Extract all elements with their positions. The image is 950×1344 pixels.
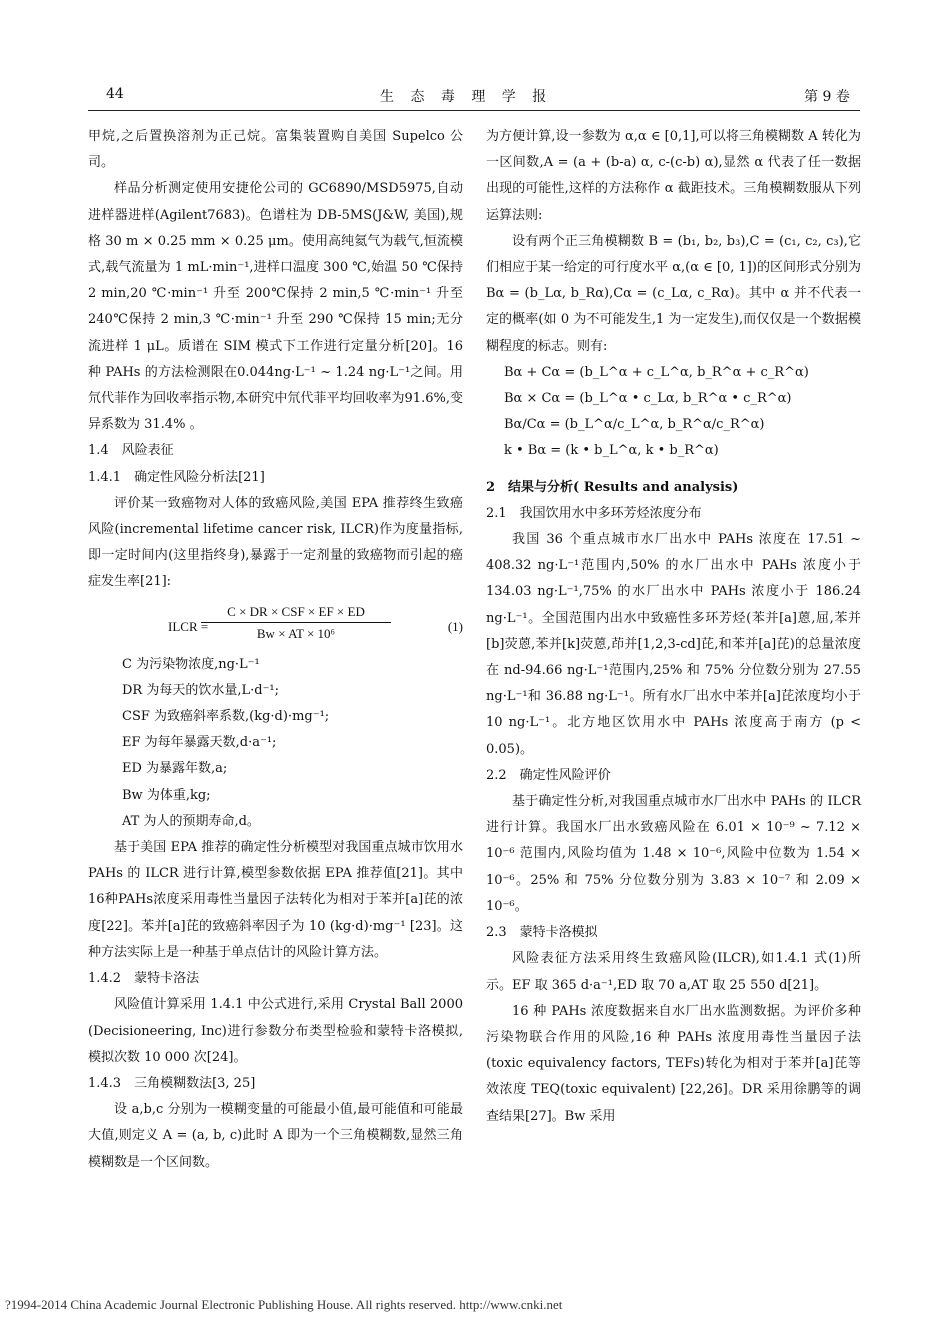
subsection-heading: 2.1 我国饮用水中多环芳烃浓度分布 (486, 505, 702, 521)
paragraph: 甲烷,之后置换溶剂为正己烷。富集装置购自美国 Supelco 公司。 (88, 129, 463, 171)
subsection-heading: 2.2 确定性风险评价 (486, 767, 611, 783)
equation-denominator: Bw × AT × 10⁶ (256, 625, 336, 641)
variable-item: ED 为暴露年数,a; (122, 761, 228, 777)
variable-item: CSF 为致癌斜率系数,(kg·d)·mg⁻¹; (122, 709, 330, 725)
operation-list (486, 360, 861, 465)
paragraph: 风险值计算采用 1.4.1 中公式进行,采用 Crystal Ball 2000 (Decisioneering, Inc)进行参数分布类型检验和蒙特卡洛模拟,模拟次数 10 000 次[24]。 (88, 997, 463, 1065)
paragraph: 设 a,b,c 分别为一模糊变量的可能最小值,最可能值和可能最大值,则定义 A = (a, b, c)此时 A 即为一个三角模糊数,显然三角模糊数是一个区间数。 (88, 1102, 463, 1170)
operation-item: Bα/Cα = (b_L^α/c_L^α, b_R^α/c_R^α) (504, 417, 765, 433)
variable-item: AT 为人的预期寿命,d。 (122, 813, 260, 829)
subsection-heading: 1.4.2 蒙特卡洛法 (88, 971, 200, 987)
page-number: 44 (106, 86, 124, 102)
left-column (88, 124, 463, 1176)
right-column (486, 124, 861, 1130)
subsection-heading: 1.4.1 确定性风险分析法[21] (88, 469, 265, 485)
variable-list (88, 652, 463, 835)
variable-item: Bw 为体重,kg; (122, 787, 211, 803)
section-heading: 2 结果与分析( Results and analysis) (486, 479, 739, 495)
paragraph: 我国 36 个重点城市水厂出水中 PAHs 浓度在 17.51 ~ 408.32 ng·L⁻¹范围内,50% 的水厂出水中 PAHs 浓度小于 134.03 ng·L⁻¹,75% 的水厂出水中 PAHs 浓度小于 186.24 ng·L⁻¹。全国范围内出水中致癌性多环芳烃(苯并[a]蒽,屈,苯并[b]荧蒽,苯并[k]荧蒽,茚并[1,2,3-cd]芘,和苯并[a]芘)的总量浓度在 nd-94.66 ng·L⁻¹范围内,25% 和 75% 分位数分别为 27.55 ng·L⁻¹和 36.88 ng·L⁻¹。所有水厂出水中苯并[a]芘浓度均小于 10 ng·L⁻¹。北方地区饮用水中 PAHs 浓度高于南方 (p < 0.05)。 (486, 532, 861, 757)
paragraph: 16 种 PAHs 浓度数据来自水厂出水监测数据。为评价多种污染物联合作用的风险,16 种 PAHs 浓度用毒性当量因子法(toxic equivalency factors, TEFs)转化为相对于苯并[a]芘等效浓度 TEQ(toxic equivalent) [22,26]。DR 采用徐鹏等的调查结果[27]。Bw 采用 (486, 1003, 861, 1124)
copyright-footer: ?1994-2014 China Academic Journal Electronic Publishing House. All rights reserved. http://www.cnki.net (5, 1297, 563, 1312)
equation-ilcr (88, 602, 463, 646)
subsection-heading: 1.4.3 三角模糊数法[3, 25] (88, 1075, 256, 1091)
equation-numerator: C × DR × CSF × EF × ED (201, 602, 391, 623)
paragraph: 基于确定性分析,对我国重点城市水厂出水中 PAHs 的 ILCR 进行计算。我国水厂出水致癌风险在 6.01 × 10⁻⁹ ~ 7.12 × 10⁻⁶ 范围内,风险均值为 1.48 × 10⁻⁶,风险中位数为 1.54 × 10⁻⁶。25% 和 75% 分位数分别为 3.83 × 10⁻⁷ 和 2.09 × 10⁻⁶。 (486, 794, 861, 914)
equation-lhs: ILCR = (168, 618, 209, 634)
paragraph: 评价某一致癌物对人体的致癌风险,美国 EPA 推荐终生致癌风险(incremental lifetime cancer risk, ILCR)作为度量指标,即一定时间内(这里指终身),暴露于一定剂量的致癌物而引起的癌症发生率[21]: (88, 495, 463, 590)
paragraph: 样品分析测定使用安捷伦公司的 GC6890/MSD5975,自动进样器进样(Agilent7683)。色谱柱为 DB-5MS(J&W, 美国),规格 30 m × 0.25 mm × 0.25 μm。使用高纯氦气为载气,恒流模式,载气流量为 1 mL·min⁻¹,进样口温度 300 ℃,始温 50 ℃保持 2 min,20 ℃·min⁻¹ 升至 200℃保持 2 min,5 ℃·min⁻¹ 升至 240℃保持 2 min,3 ℃·min⁻¹ 升至 290 ℃保持 15 min;无分流进样 1 μL。质谱在 SIM 模式下工作进行定量分析[20]。16 种 PAHs 的方法检测限在0.044ng·L⁻¹ ~ 1.24 ng·L⁻¹之间。用氘代菲作为回收率指示物,本研究中氘代菲平均回收率为91.6%,变异系数为 31.4% 。 (88, 181, 463, 433)
paragraph: 基于美国 EPA 推荐的确定性分析模型对我国重点城市饮用水 PAHs 的 ILCR 进行计算,模型参数依据 EPA 推荐值[21]。其中16种PAHs浓度采用毒性当量因子法转化为相对于苯并[a]芘的浓度[22]。苯并[a]芘的致癌斜率因子为 10 (kg·d)·mg⁻¹ [23]。这种方法实际上是一种基于单点估计的风险计算方法。 (88, 840, 463, 960)
header-rule (88, 110, 860, 111)
paragraph: 风险表征方法采用终生致癌风险(ILCR),如1.4.1 式(1)所示。EF 取 365 d·a⁻¹,ED 取 70 a,AT 取 25 550 d[21]。 (486, 951, 861, 993)
paragraph: 设有两个正三角模糊数 B = (b₁, b₂, b₃),C = (c₁, c₂, c₃),它们相应于某一给定的可行度水平 α,(α ∈ [0, 1])的区间形式分别为 Bα = (b_Lα, b_Rα),Cα = (c_Lα, c_Rα)。其中 α 并不代表一定的概率(如 0 为不可能发生,1 为一定发生),而仅仅是一个数据模糊程度的标志。则有: (486, 233, 861, 354)
paragraph: 为方便计算,设一参数为 α,α ∈ [0,1],可以将三角模糊数 A 转化为一区间数,A = (a + (b-a) α, c-(c-b) α),显然 α 代表了任一数据出现的可能性,这样的方法称作 α 截距技术。三角模糊数服从下列运算法则: (486, 129, 861, 223)
equation-number: (1) (447, 618, 463, 634)
operation-item: k • Bα = (k • b_L^α, k • b_R^α) (504, 443, 719, 459)
subsection-heading: 2.3 蒙特卡洛模拟 (486, 925, 598, 941)
operation-item: Bα + Cα = (b_L^α + c_L^α, b_R^α + c_R^α) (504, 364, 809, 380)
variable-item: C 为污染物浓度,ng·L⁻¹ (122, 656, 260, 672)
variable-item: EF 为每年暴露天数,d·a⁻¹; (122, 735, 277, 751)
variable-item: DR 为每天的饮水量,L·d⁻¹; (122, 682, 280, 698)
journal-title: 生 态 毒 理 学 报 (380, 89, 553, 105)
operation-item: Bα × Cα = (b_L^α • c_Lα, b_R^α • c_R^α) (504, 391, 792, 407)
section-heading: 1.4 风险表征 (88, 443, 174, 459)
volume-label: 第 9 卷 (804, 89, 850, 105)
